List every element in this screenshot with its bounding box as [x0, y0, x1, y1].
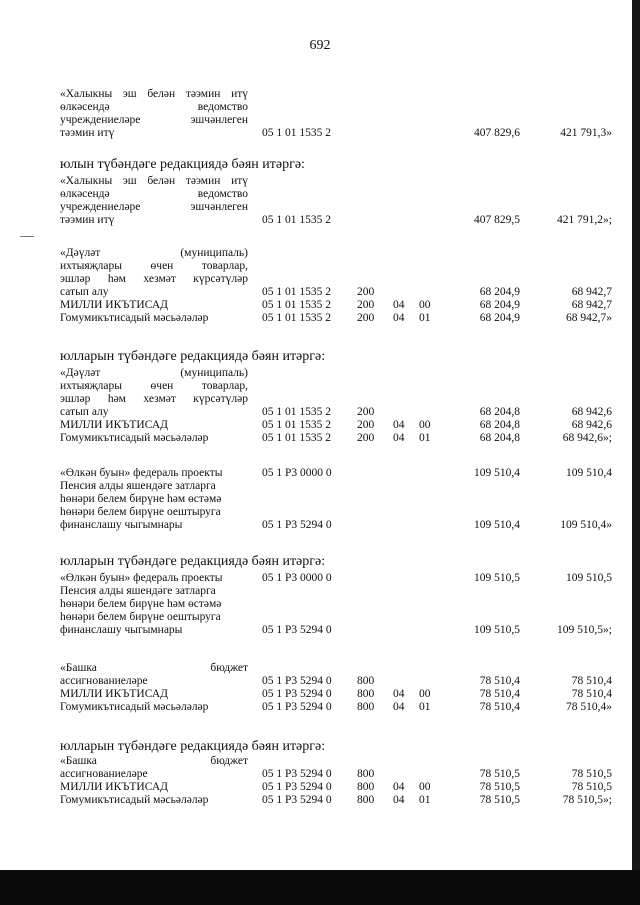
cell-code: 05 1 01 1535 2 — [262, 419, 331, 431]
cell-v: 800 — [357, 675, 375, 687]
cell-sub: 04 — [393, 312, 405, 324]
cell-code: 05 1 01 1535 2 — [262, 406, 331, 418]
description-line — [60, 214, 248, 227]
description-word: Пенсия алды яшендәге затларга — [60, 585, 216, 597]
description-word: күрсәтүләр — [193, 273, 248, 285]
cell-a2: 78 510,4 — [571, 675, 612, 687]
cell-a2: 78 510,5»; — [562, 794, 612, 806]
description-word: Гомумикътисадый мәсьәләләр — [60, 794, 209, 806]
description-line — [60, 260, 248, 273]
cell-a1: 407 829,6 — [474, 127, 520, 139]
description-line — [60, 480, 248, 493]
description-word: «Башка — [60, 755, 97, 767]
description-word: МИЛЛИ ИКЪТИСАД — [60, 688, 168, 700]
cell-a2: 421 791,2»; — [557, 214, 612, 226]
cell-v: 200 — [357, 406, 375, 418]
description-word: Гомумикътисадый мәсьәләләр — [60, 432, 209, 444]
cell-a1: 78 510,4 — [479, 701, 520, 713]
cell-item: 01 — [419, 432, 431, 444]
cell-a1: 68 204,9 — [479, 299, 520, 311]
description-word: сатып алу — [60, 406, 109, 418]
description-word: «Өлкән буын» федераль проекты — [60, 467, 223, 479]
description-word: тәэмин итү — [60, 127, 115, 139]
cell-v: 800 — [357, 781, 375, 793]
entry-description — [60, 88, 248, 140]
cell-code: 05 1 P3 5294 0 — [262, 688, 332, 700]
description-word: итү — [231, 88, 248, 100]
description-word: «Дәүләт — [60, 247, 101, 259]
scan-bottom-border — [0, 870, 640, 905]
description-line — [60, 794, 248, 807]
cell-v: 200 — [357, 312, 375, 324]
description-word: Пенсия алды яшендәге затларга — [60, 480, 216, 492]
cell-a1: 78 510,5 — [479, 781, 520, 793]
cell-a2: 78 510,4» — [566, 701, 612, 713]
cell-code: 05 1 P3 5294 0 — [262, 781, 332, 793]
description-line — [60, 506, 248, 519]
cell-a2: 68 942,6 — [571, 406, 612, 418]
cell-a1: 68 204,9 — [479, 286, 520, 298]
cell-a1: 78 510,4 — [479, 675, 520, 687]
description-line — [60, 101, 248, 114]
description-word: белән — [147, 175, 176, 187]
description-word: бюджет — [210, 755, 248, 767]
description-line — [60, 585, 248, 598]
description-line — [60, 299, 248, 312]
cell-code: 05 1 P3 5294 0 — [262, 519, 332, 531]
description-word: эшчәнлеген — [190, 201, 248, 213]
description-line — [60, 273, 248, 286]
description-line — [60, 688, 248, 701]
cell-code: 05 1 01 1535 2 — [262, 127, 331, 139]
cell-code: 05 1 P3 5294 0 — [262, 675, 332, 687]
description-word: белән — [147, 88, 176, 100]
cell-v: 200 — [357, 419, 375, 431]
description-word: тәэмин — [185, 175, 221, 187]
description-word: һәм — [107, 393, 126, 405]
cell-a2: 68 942,7 — [571, 299, 612, 311]
description-word: (муниципаль) — [180, 247, 248, 259]
cell-code: 05 1 01 1535 2 — [262, 312, 331, 324]
description-line — [60, 175, 248, 188]
cell-code: 05 1 01 1535 2 — [262, 286, 331, 298]
description-line — [60, 114, 248, 127]
description-line — [60, 662, 248, 675]
description-line — [60, 467, 248, 480]
description-word: өчен — [150, 260, 174, 272]
amendment-heading: юлын түбәндәге редакциядә бәян итәргә: — [60, 157, 305, 172]
cell-a2: 109 510,5 — [566, 572, 612, 584]
description-line — [60, 519, 248, 532]
description-word: Гомумикътисадый мәсьәләләр — [60, 701, 209, 713]
cell-a1: 68 204,9 — [479, 312, 520, 324]
page-number: 692 — [309, 38, 331, 53]
description-word: финанслашу чыгымнары — [60, 624, 183, 636]
description-line — [60, 201, 248, 214]
description-line — [60, 432, 248, 445]
description-word: тәэмин — [185, 88, 221, 100]
description-line — [60, 768, 248, 781]
cell-a2: 109 510,4» — [560, 519, 612, 531]
description-line — [60, 611, 248, 624]
description-line — [60, 406, 248, 419]
description-word: һөнәри белем бирүне оештыруга — [60, 611, 221, 623]
description-line — [60, 781, 248, 794]
cell-code: 05 1 P3 5294 0 — [262, 701, 332, 713]
description-word: товарлар, — [201, 260, 248, 272]
description-line — [60, 419, 248, 432]
cell-code: 05 1 P3 5294 0 — [262, 624, 332, 636]
description-line — [60, 88, 248, 101]
description-word: ведомство — [197, 101, 248, 113]
cell-a1: 109 510,5 — [474, 624, 520, 636]
entry-description — [60, 175, 248, 227]
description-word: эшчәнлеген — [190, 114, 248, 126]
cell-item: 01 — [419, 794, 431, 806]
description-line — [60, 598, 248, 611]
description-word: учреждениеләре — [60, 114, 141, 126]
description-word: МИЛЛИ ИКЪТИСАД — [60, 781, 168, 793]
description-word: эшләр — [60, 393, 91, 405]
description-line — [60, 286, 248, 299]
cell-v: 800 — [357, 794, 375, 806]
description-word: һөнәри белем бирүне һәм өстәмә — [60, 598, 222, 610]
description-line — [60, 127, 248, 140]
cell-a2: 68 942,7 — [571, 286, 612, 298]
description-word: сатып алу — [60, 286, 109, 298]
description-line — [60, 755, 248, 768]
cell-a2: 109 510,5»; — [557, 624, 612, 636]
description-word: «Халыкны — [60, 88, 113, 100]
amendment-heading: юлларын түбәндәге редакциядә бәян итәргә: — [60, 349, 326, 364]
entry-description — [60, 755, 248, 807]
description-word: учреждениеләре — [60, 201, 141, 213]
description-word: һөнәри белем бирүне оештыруга — [60, 506, 221, 518]
description-word: МИЛЛИ ИКЪТИСАД — [60, 419, 168, 431]
cell-sub: 04 — [393, 701, 405, 713]
description-line — [60, 701, 248, 714]
cell-a1: 109 510,4 — [474, 467, 520, 479]
description-word: «Башка — [60, 662, 97, 674]
description-word: эш — [122, 88, 137, 100]
cell-code: 05 1 01 1535 2 — [262, 299, 331, 311]
description-word: МИЛЛИ ИКЪТИСАД — [60, 299, 168, 311]
description-word: өлкәсендә — [60, 188, 110, 200]
cell-v: 800 — [357, 701, 375, 713]
description-word: күрсәтүләр — [193, 393, 248, 405]
description-line — [60, 675, 248, 688]
cell-code: 05 1 P3 0000 0 — [262, 467, 332, 479]
description-word: итү — [231, 175, 248, 187]
description-line — [60, 572, 248, 585]
cell-item: 01 — [419, 701, 431, 713]
description-line — [60, 493, 248, 506]
description-word: хезмәт — [143, 273, 176, 285]
cell-sub: 04 — [393, 419, 405, 431]
cell-a2: 78 510,5 — [571, 781, 612, 793]
description-line — [60, 312, 248, 325]
description-line — [60, 624, 248, 637]
cell-code: 05 1 P3 0000 0 — [262, 572, 332, 584]
description-word: һөнәри белем бирүне һәм өстәмә — [60, 493, 222, 505]
description-line — [60, 367, 248, 380]
description-word: ассигнованиеләре — [60, 675, 148, 687]
cell-code: 05 1 P3 5294 0 — [262, 768, 332, 780]
description-word: ведомство — [197, 188, 248, 200]
cell-v: 200 — [357, 299, 375, 311]
cell-v: 200 — [357, 432, 375, 444]
cell-a1: 78 510,5 — [479, 768, 520, 780]
scan-edge — [632, 0, 640, 870]
description-word: (муниципаль) — [180, 367, 248, 379]
description-word: эшләр — [60, 273, 91, 285]
cell-item: 01 — [419, 312, 431, 324]
cell-item: 00 — [419, 688, 431, 700]
cell-a2: 109 510,4 — [566, 467, 612, 479]
description-word: ихтыяҗлары — [60, 260, 122, 272]
cell-a1: 68 204,8 — [479, 432, 520, 444]
description-word: ассигнованиеләре — [60, 768, 148, 780]
cell-code: 05 1 P3 5294 0 — [262, 794, 332, 806]
description-word: өлкәсендә — [60, 101, 110, 113]
entry-description — [60, 572, 248, 637]
entry-description — [60, 662, 248, 714]
description-word: «Өлкән буын» федераль проекты — [60, 572, 223, 584]
description-line — [60, 188, 248, 201]
description-word: эш — [122, 175, 137, 187]
cell-a1: 78 510,4 — [479, 688, 520, 700]
cell-item: 00 — [419, 299, 431, 311]
cell-item: 00 — [419, 419, 431, 431]
cell-v: 200 — [357, 286, 375, 298]
description-line — [60, 380, 248, 393]
cell-a2: 68 942,6 — [571, 419, 612, 431]
cell-v: 800 — [357, 688, 375, 700]
cell-a2: 78 510,4 — [571, 688, 612, 700]
description-word: өчен — [150, 380, 174, 392]
cell-sub: 04 — [393, 432, 405, 444]
cell-a1: 109 510,5 — [474, 572, 520, 584]
margin-mark — [20, 236, 34, 237]
cell-a2: 68 942,7» — [566, 312, 612, 324]
cell-a1: 407 829,5 — [474, 214, 520, 226]
cell-sub: 04 — [393, 781, 405, 793]
description-word: Гомумикътисадый мәсьәләләр — [60, 312, 209, 324]
cell-code: 05 1 01 1535 2 — [262, 214, 331, 226]
description-word: финанслашу чыгымнары — [60, 519, 183, 531]
cell-item: 00 — [419, 781, 431, 793]
description-word: товарлар, — [201, 380, 248, 392]
entry-description — [60, 247, 248, 325]
description-word: һәм — [107, 273, 126, 285]
description-word: «Дәүләт — [60, 367, 101, 379]
description-line — [60, 393, 248, 406]
cell-a1: 109 510,4 — [474, 519, 520, 531]
description-word: тәэмин итү — [60, 214, 115, 226]
description-word: «Халыкны — [60, 175, 113, 187]
cell-a1: 78 510,5 — [479, 794, 520, 806]
entry-description — [60, 367, 248, 445]
cell-sub: 04 — [393, 794, 405, 806]
cell-sub: 04 — [393, 299, 405, 311]
amendment-heading: юлларын түбәндәге редакциядә бәян итәргә: — [60, 554, 326, 569]
description-word: бюджет — [210, 662, 248, 674]
cell-a1: 68 204,8 — [479, 419, 520, 431]
cell-a2: 78 510,5 — [571, 768, 612, 780]
description-word: ихтыяҗлары — [60, 380, 122, 392]
cell-a1: 68 204,8 — [479, 406, 520, 418]
cell-v: 800 — [357, 768, 375, 780]
amendment-heading: юлларын түбәндәге редакциядә бәян итәргә: — [60, 739, 326, 754]
description-word: хезмәт — [143, 393, 176, 405]
cell-sub: 04 — [393, 688, 405, 700]
cell-code: 05 1 01 1535 2 — [262, 432, 331, 444]
entry-description — [60, 467, 248, 532]
cell-a2: 68 942,6»; — [562, 432, 612, 444]
cell-a2: 421 791,3» — [560, 127, 612, 139]
description-line — [60, 247, 248, 260]
